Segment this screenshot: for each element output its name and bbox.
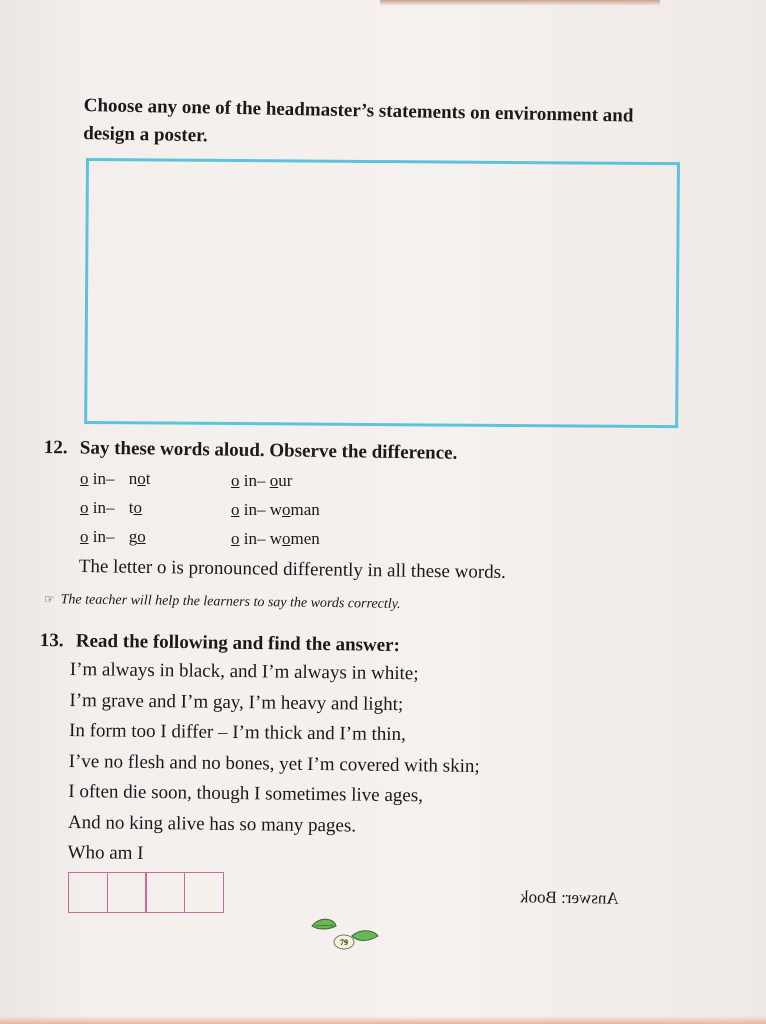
word-underlined-o: o <box>137 527 146 546</box>
letter-o: o <box>80 469 89 488</box>
word-part: w <box>269 529 283 548</box>
word-underlined-o: o <box>269 471 279 490</box>
poster-drawing-area[interactable] <box>84 158 680 428</box>
word-part: men <box>290 529 320 548</box>
word-label: in– <box>88 498 119 517</box>
word-label: in– <box>239 500 270 519</box>
letter-o: o <box>80 527 89 546</box>
word-underlined-o: o <box>282 529 291 548</box>
letter-o: o <box>231 500 240 519</box>
mirrored-answer-key: Answer: Book <box>519 887 619 908</box>
page-number-badge <box>306 912 382 952</box>
word-underlined-o: o <box>282 500 291 519</box>
word-underlined-o: o <box>133 498 142 517</box>
teacher-note-text: The teacher will help the learners to say the words correctly. <box>60 592 401 612</box>
question-12-number: 12. <box>43 437 68 459</box>
page-bottom-edge <box>0 1016 766 1024</box>
riddle-text <box>67 655 481 874</box>
riddle-line: In form too I differ – I’m thick and I’m thin, <box>68 719 407 746</box>
question-13-title: Read the following and find the answer: <box>75 630 401 657</box>
answer-letter-box[interactable] <box>107 872 147 913</box>
page-shadow <box>380 0 660 6</box>
riddle-question: Who am I <box>67 841 144 864</box>
riddle-line: I’ve no flesh and no bones, yet I’m covered with skin; <box>68 750 480 777</box>
pronunciation-summary: The letter o is pronounced differently in all these words. <box>78 556 506 583</box>
word-part: t <box>128 498 134 517</box>
letter-o: o <box>231 471 240 490</box>
riddle-line: I’m grave and I’m gay, I’m heavy and light; <box>69 689 404 715</box>
instruction-line-1: Choose any one of the headmaster’s statements on environment and <box>83 94 634 127</box>
question-13-heading <box>40 630 400 657</box>
poster-instruction <box>83 92 704 160</box>
word-part: man <box>290 500 320 519</box>
word-part: n <box>128 469 138 488</box>
word-row <box>80 522 150 551</box>
letter-o: o <box>80 498 89 517</box>
answer-letter-box[interactable] <box>145 872 185 913</box>
word-part: w <box>269 500 283 519</box>
pointing-hand-icon: ☞ <box>43 592 55 607</box>
question-12-title: Say these words aloud. Observe the difference. <box>79 437 458 464</box>
leaf-icon <box>312 919 336 929</box>
word-row <box>231 495 320 524</box>
riddle-line: I often die soon, though I sometimes live ages, <box>68 780 424 807</box>
word-label: in– <box>88 527 119 546</box>
word-row <box>231 524 320 553</box>
riddle-line: And no king alive has so many pages. <box>67 811 357 837</box>
instruction-line-2: design a poster. <box>83 122 208 147</box>
answer-letter-boxes <box>68 872 222 913</box>
riddle-line: I’m always in black, and I’m always in white; <box>69 658 419 685</box>
answer-letter-box[interactable] <box>184 872 224 913</box>
word-list-left <box>80 464 150 551</box>
word-label: in– <box>239 529 270 548</box>
word-row <box>231 466 320 495</box>
word-part: g <box>128 527 138 546</box>
word-underlined-o: o <box>137 469 146 488</box>
word-row <box>80 493 150 522</box>
word-part: t <box>145 469 151 488</box>
word-label: in– <box>88 469 119 488</box>
word-label: in– <box>239 471 270 490</box>
word-row <box>80 464 150 493</box>
question-12-heading <box>44 437 458 465</box>
question-13-number: 13. <box>39 630 64 652</box>
leaf-icon <box>352 931 378 941</box>
word-list-right <box>231 466 320 553</box>
word-part: ur <box>278 471 293 490</box>
teacher-note <box>44 592 401 613</box>
page-number: 79 <box>340 938 348 947</box>
letter-o: o <box>231 529 240 548</box>
answer-letter-box[interactable] <box>68 872 108 913</box>
